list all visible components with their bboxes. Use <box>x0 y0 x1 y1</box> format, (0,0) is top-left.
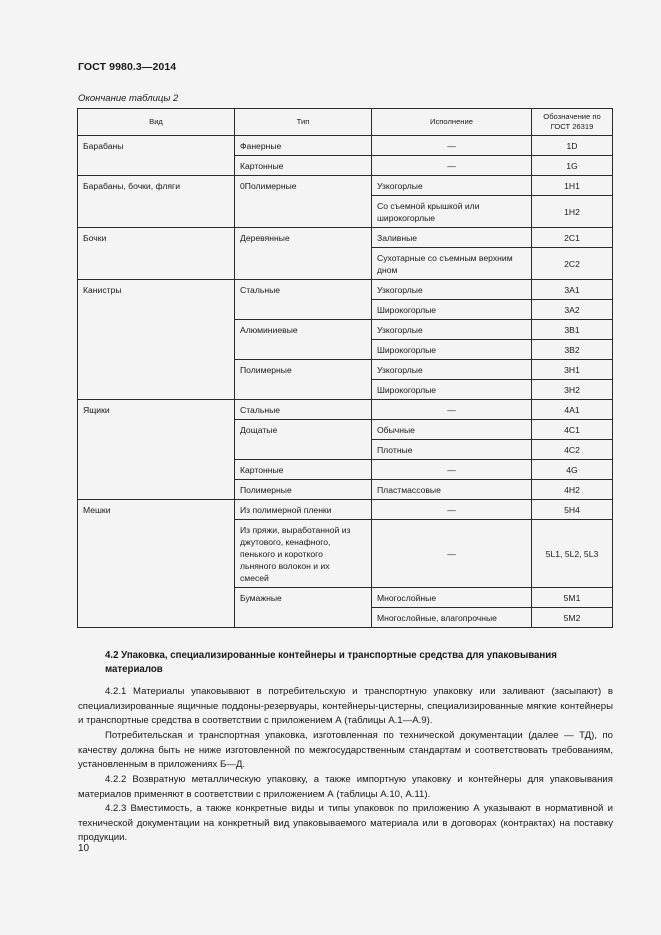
cell-code: 4C1 <box>532 420 613 440</box>
cell-ispolnenie: — <box>372 136 532 156</box>
cell-tip: Полимерные <box>235 360 372 400</box>
table-row <box>78 280 613 300</box>
cell-code: 1H2 <box>532 196 613 228</box>
cell-ispolnenie: — <box>372 460 532 480</box>
cell-tip: Деревянные <box>235 228 372 280</box>
cell-code: 5M2 <box>532 608 613 628</box>
cell-code: 3H2 <box>532 380 613 400</box>
column-header-ispolnenie: Исполнение <box>372 109 532 136</box>
page-number: 10 <box>78 843 90 854</box>
cell-tip: Стальные <box>235 400 372 420</box>
cell-code: 3A1 <box>532 280 613 300</box>
document-header: ГОСТ 9980.3—2014 <box>78 61 177 73</box>
cell-ispolnenie: — <box>372 500 532 520</box>
cell-tip: Полимерные <box>235 480 372 500</box>
table-row <box>78 500 613 520</box>
cell-code: 1D <box>532 136 613 156</box>
paragraph-4-2-3: 4.2.3 Вместимость, а также конкретные виды и типы упаковок по приложению А указывают в нормативной и технической документации на конкретный вид упаковываемого материала или в договорах (контрактах) на поставку продукции. <box>78 803 613 844</box>
cell-code: 5H4 <box>532 500 613 520</box>
column-header-vid: Вид <box>78 109 235 136</box>
cell-vid: Ящики <box>78 400 235 500</box>
cell-code: 4H2 <box>532 480 613 500</box>
cell-code: 3H1 <box>532 360 613 380</box>
cell-code: 2C1 <box>532 228 613 248</box>
table-row <box>78 400 613 420</box>
cell-ispolnenie: — <box>372 400 532 420</box>
paragraph-td: Потребительская и транспортная упаковка, изготовленная по технической документации (далее — ТД), по качеству должна быть не ниже изготовленной по межгосударственным стандартам и соответствовать требованиям, установленным в приложениях Б—Д. <box>78 730 613 771</box>
paragraph-4-2-2: 4.2.2 Возвратную металлическую упаковку, а также импортную упаковку и контейнеры для упаковывания материалов применяют в соответствии с приложением А (таблицы А.10, А.11). <box>78 774 613 800</box>
cell-vid: Бочки <box>78 228 235 280</box>
cell-code: 3B1 <box>532 320 613 340</box>
cell-ispolnenie: Узкогорлые <box>372 360 532 380</box>
cell-code: 3B2 <box>532 340 613 360</box>
cell-tip: Из полимерной пленки <box>235 500 372 520</box>
cell-ispolnenie: Широкогорлые <box>372 380 532 400</box>
cell-ispolnenie: Обычные <box>372 420 532 440</box>
cell-code: 1G <box>532 156 613 176</box>
cell-ispolnenie: Узкогорлые <box>372 320 532 340</box>
cell-code: 5L1, 5L2, 5L3 <box>532 520 613 588</box>
cell-tip: Из пряжи, выработанной из джутового, кенафного, пенького и короткого льняного волокон и их смесей <box>235 520 372 588</box>
cell-code: 2C2 <box>532 248 613 280</box>
table-caption: Окончание таблицы 2 <box>78 93 179 104</box>
column-header-oboznachenie: Обозначение по ГОСТ 26319 <box>532 109 613 136</box>
table-row <box>78 228 613 248</box>
cell-ispolnenie: — <box>372 156 532 176</box>
cell-ispolnenie: Плотные <box>372 440 532 460</box>
cell-tip: Картонные <box>235 460 372 480</box>
cell-ispolnenie: Со съемной крышкой или широкогорлые <box>372 196 532 228</box>
cell-code: 3A2 <box>532 300 613 320</box>
cell-ispolnenie: Многослойные, влагопрочные <box>372 608 532 628</box>
cell-code: 4G <box>532 460 613 480</box>
cell-tip: Бумажные <box>235 588 372 628</box>
cell-ispolnenie: Пластмассовые <box>372 480 532 500</box>
cell-vid: Барабаны <box>78 136 235 176</box>
cell-code: 1H1 <box>532 176 613 196</box>
table-header-row <box>78 109 613 136</box>
cell-vid: Мешки <box>78 500 235 628</box>
paragraph-4-2-1: 4.2.1 Материалы упаковывают в потребительскую и транспортную упаковку или заливают (засыпают) в специализированные ящичные поддоны-резервуары, контейнеры-цистерны, специализированные мягкие контейнеры и транспортные средства в соответствии с приложением А (таблицы А.1—А.9). <box>78 686 613 727</box>
cell-ispolnenie: Широкогорлые <box>372 300 532 320</box>
cell-ispolnenie: Узкогорлые <box>372 280 532 300</box>
table-row <box>78 176 613 196</box>
column-header-tip: Тип <box>235 109 372 136</box>
table-row <box>78 136 613 156</box>
cell-ispolnenie: Сухотарные со съемным верхним дном <box>372 248 532 280</box>
cell-tip: Картонные <box>235 156 372 176</box>
packaging-types-table <box>77 108 613 628</box>
cell-tip: Алюминиевые <box>235 320 372 360</box>
cell-tip: Фанерные <box>235 136 372 156</box>
cell-tip: 0Полимерные <box>235 176 372 228</box>
cell-ispolnenie: Узкогорлые <box>372 176 532 196</box>
cell-tip: Дощатые <box>235 420 372 460</box>
cell-code: 4A1 <box>532 400 613 420</box>
cell-code: 5M1 <box>532 588 613 608</box>
cell-vid: Барабаны, бочки, фляги <box>78 176 235 228</box>
section-heading: 4.2 Упаковка, специализированные контейнеры и транспортные средства для упаковывания материалов <box>105 650 557 675</box>
cell-vid: Канистры <box>78 280 235 400</box>
cell-ispolnenie: Широкогорлые <box>372 340 532 360</box>
cell-code: 4C2 <box>532 440 613 460</box>
cell-ispolnenie: — <box>372 520 532 588</box>
cell-tip: Стальные <box>235 280 372 320</box>
cell-ispolnenie: Многослойные <box>372 588 532 608</box>
cell-ispolnenie: Заливные <box>372 228 532 248</box>
